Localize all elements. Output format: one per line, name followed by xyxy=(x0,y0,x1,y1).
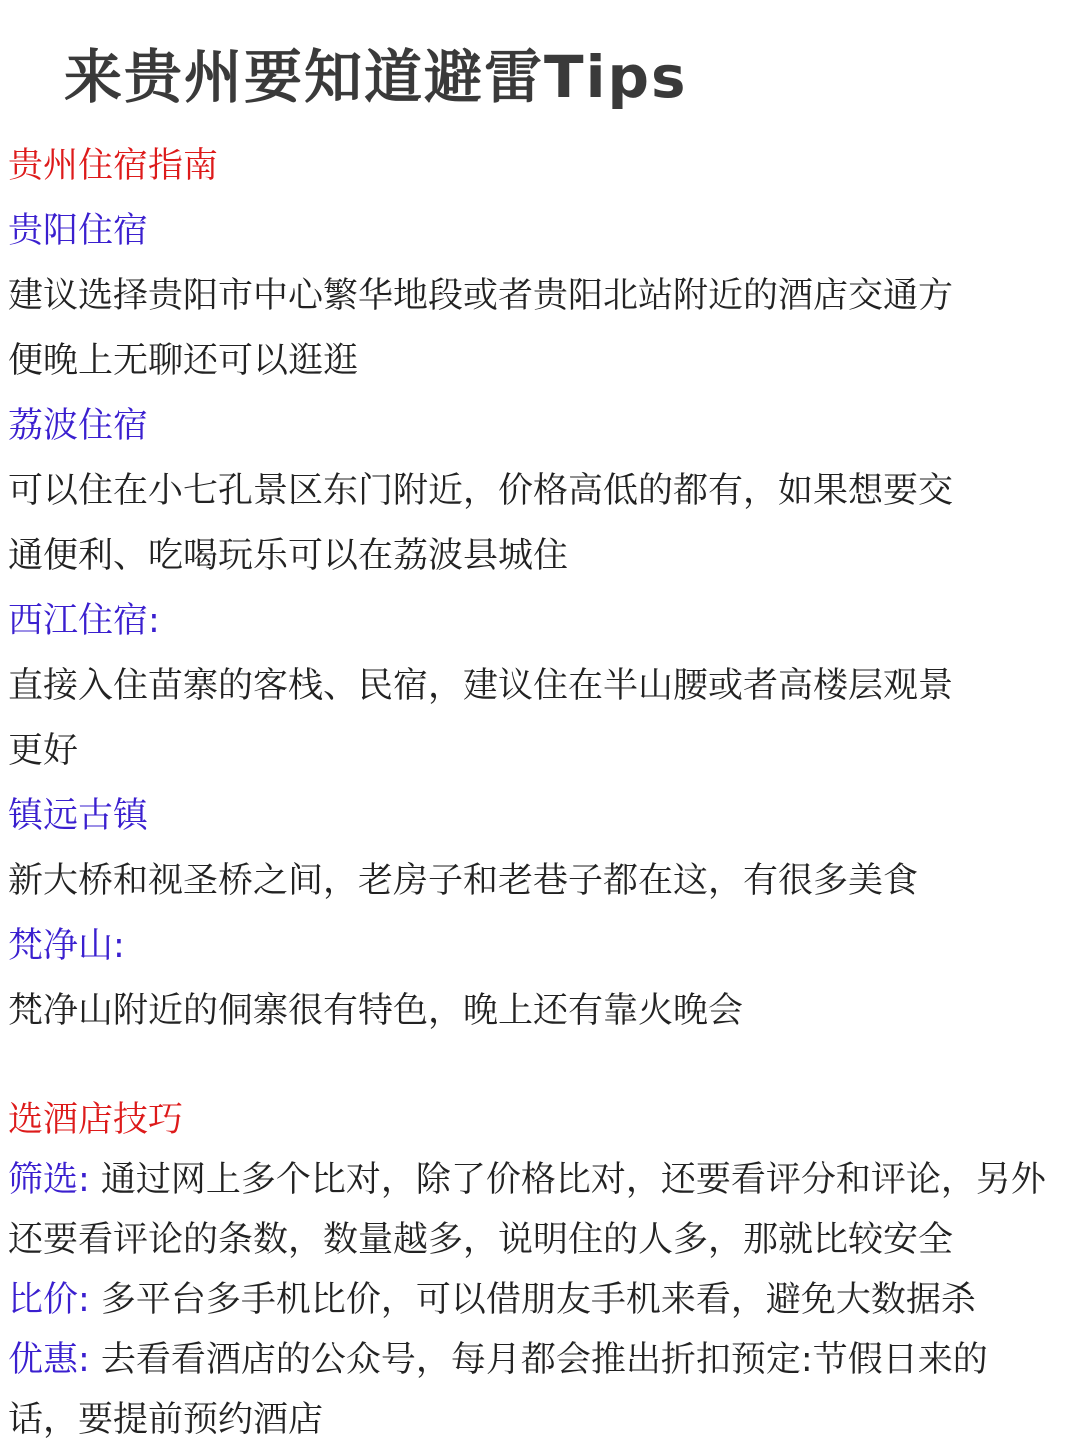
tip-label: 比价: xyxy=(8,1280,90,1320)
place-text-line: 梵净山附近的侗寨很有特色，晚上还有靠火晚会 xyxy=(8,991,744,1031)
content xyxy=(8,134,1072,1450)
tip-text: 多平台多手机比价，可以借朋友手机来看，避免大数据杀 xyxy=(89,1280,976,1320)
place-name-fanjingshan: 梵净山: xyxy=(8,926,125,966)
place-text-line: 通便利、吃喝玩乐可以在荔波县城住 xyxy=(8,536,569,576)
page-title: 来贵州要知道避雷Tips xyxy=(64,43,688,111)
tip-text-line: 还要看评论的条数，数量越多，说明住的人多，那就比较安全 xyxy=(8,1220,954,1260)
place-text-line: 直接入住苗寨的客栈、民宿，建议住在半山腰或者高楼层观景 xyxy=(8,666,954,706)
place-text-line: 新大桥和视圣桥之间，老房子和老巷子都在这，有很多美食 xyxy=(8,861,919,901)
accommodation-heading: 贵州住宿指南 xyxy=(8,146,219,186)
tip-item-compare xyxy=(8,1270,1072,1330)
place-name-guiyang: 贵阳住宿 xyxy=(8,211,149,251)
hotel-tips-section xyxy=(8,1090,1072,1450)
tip-text: 通过网上多个比对，除了价格比对，还要看评分和评论，另外 xyxy=(89,1160,1046,1200)
tip-label: 筛选: xyxy=(8,1160,90,1200)
tip-label: 优惠: xyxy=(8,1340,90,1380)
tip-item-filter xyxy=(8,1150,1072,1210)
place-text-line: 便晚上无聊还可以逛逛 xyxy=(8,341,359,381)
place-text-line: 更好 xyxy=(8,731,79,771)
tip-item-discount xyxy=(8,1330,1072,1390)
place-text-line: 可以住在小七孔景区东门附近，价格高低的都有，如果想要交 xyxy=(8,471,954,511)
tip-text-line: 话，要提前预约酒店 xyxy=(8,1400,324,1440)
place-text-line: 建议选择贵阳市中心繁华地段或者贵阳北站附近的酒店交通方 xyxy=(8,276,954,316)
tip-text: 去看看酒店的公众号，每月都会推出折扣预定:节假日来的 xyxy=(89,1340,988,1380)
place-name-libo: 荔波住宿 xyxy=(8,406,149,446)
section-gap xyxy=(8,1044,1072,1090)
hotel-tips-heading: 选酒店技巧 xyxy=(8,1100,184,1140)
place-name-zhenyuan: 镇远古镇 xyxy=(8,796,149,836)
place-name-xijiang: 西江住宿: xyxy=(8,601,160,641)
